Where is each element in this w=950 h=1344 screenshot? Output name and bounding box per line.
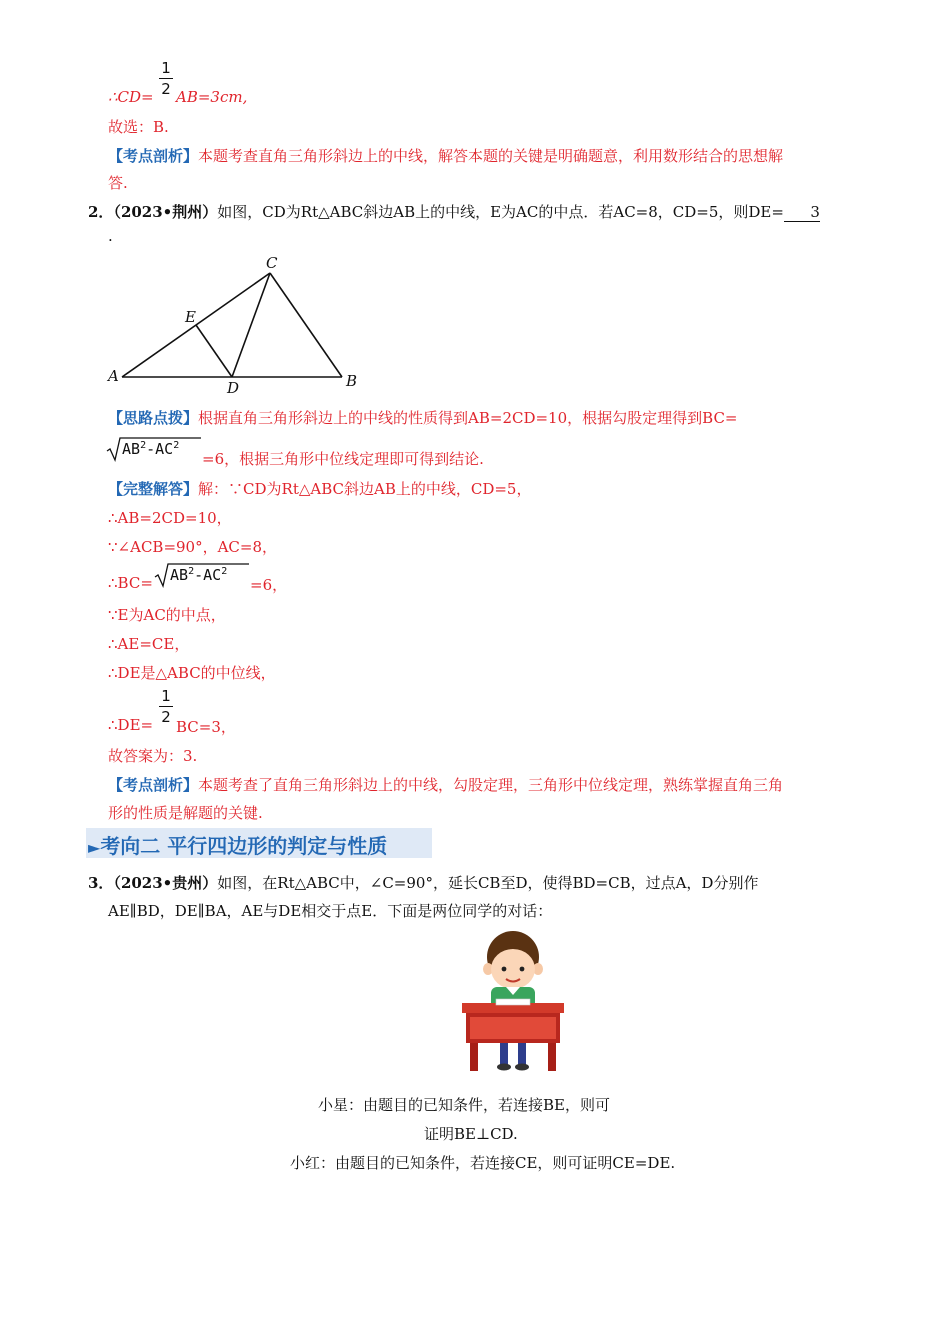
xiaoxing-dialogue-cont: 证明BE⊥CD.	[424, 1125, 518, 1143]
label-e: E	[185, 308, 196, 326]
prev-analysis	[108, 145, 783, 166]
q2-solution	[108, 478, 531, 499]
fraction-denominator: 2	[161, 80, 171, 99]
prev-line-cd-b: AB=3cm,	[176, 88, 248, 106]
section-title-text: 考向二 平行四边形的判定与性质	[100, 834, 388, 858]
q2-analysis	[108, 774, 783, 795]
fraction-half	[158, 60, 174, 97]
analysis-text: 本题考查了直角三角形斜边上的中线，勾股定理，三角形中位线定理，熟练掌握直角三角	[198, 776, 784, 794]
q2-hint	[108, 407, 738, 428]
analysis-text: 本题考查直角三角形斜边上的中线，解答本题的关键是明确题意，利用数形结合的思想解	[198, 147, 784, 165]
sqrt-term-a: AB	[122, 440, 141, 458]
sqrt-term-a: AB	[170, 566, 189, 584]
solution-tag: 【完整解答】	[108, 480, 199, 498]
label-d: D	[227, 379, 240, 397]
xiaohong-dialogue: 小红：由题目的已知条件，若连接CE，则可证明CE=DE.	[290, 1154, 676, 1172]
q3-stem	[88, 872, 758, 893]
median-cd	[232, 273, 270, 377]
solution-line-5: ∴AE=CE，	[108, 635, 190, 653]
q2-number: 2．	[88, 203, 114, 221]
sqrt-content: $AB^2-AC^2$	[122, 440, 180, 458]
label-c: C	[266, 254, 278, 272]
sqrt-exp-a: 2	[188, 566, 195, 577]
sqrt-expression-hint	[106, 436, 202, 460]
analysis-tag: 【考点剖析】	[108, 147, 199, 165]
prev-answer: 故选：B.	[108, 118, 169, 136]
fraction-bar	[159, 78, 173, 79]
q2-stem	[88, 201, 820, 222]
sqrt-exp-b: 2	[221, 566, 228, 577]
solution-line-7a: ∴DE=	[108, 716, 154, 734]
label-a: A	[108, 367, 119, 385]
q2-answer: 故答案为：3.	[108, 747, 198, 765]
sqrt-term-b: AC	[155, 440, 174, 458]
sqrt-exp-b: 2	[173, 440, 180, 451]
q2-source: （2023•荆州）	[113, 203, 218, 221]
fraction-numerator: 1	[161, 59, 171, 77]
section-marker-icon: ►	[88, 838, 101, 857]
solution-line-6: ∴DE是△ABC的中位线，	[108, 664, 276, 682]
fraction-half	[158, 688, 174, 725]
solution-line-0: 解：∵CD为Rt△ABC斜边AB上的中线，CD=5，	[198, 480, 532, 498]
q2-answer-blank: 3	[784, 203, 820, 222]
sqrt-expression-solution	[154, 562, 250, 586]
fraction-numerator: 1	[161, 687, 171, 705]
solution-line-7b: BC=3，	[176, 718, 236, 736]
solution-line-3b: =6，	[250, 576, 288, 594]
q3-number: 3．	[88, 874, 114, 892]
triangle-figure	[100, 250, 380, 400]
section-heading	[88, 830, 387, 859]
prev-line-cd-a: ∴CD=	[108, 88, 154, 106]
q2-hint-cont: =6，根据三角形中位线定理即可得到结论.	[202, 450, 484, 468]
q2-analysis-cont: 形的性质是解题的关键.	[108, 804, 263, 822]
xiaoxing-dialogue: 小星：由题目的已知条件，若连接BE，则可	[318, 1096, 610, 1114]
solution-line-4: ∵E为AC的中点，	[108, 606, 226, 624]
solution-line-1: ∴AB=2CD=10，	[108, 509, 232, 527]
label-b: B	[346, 372, 358, 390]
student-at-desk-illustration	[456, 925, 570, 1075]
prev-analysis-cont: 答.	[108, 174, 128, 192]
sqrt-exp-a: 2	[140, 440, 147, 451]
hint-text: 根据直角三角形斜边上的中线的性质得到AB=2CD=10，根据勾股定理得到BC=	[198, 409, 738, 427]
side-bc	[270, 273, 342, 377]
fraction-bar	[159, 706, 173, 707]
segment-de	[196, 325, 232, 377]
hint-tag: 【思路点拨】	[108, 409, 199, 427]
analysis-tag: 【考点剖析】	[108, 776, 199, 794]
solution-line-3a: ∴BC=	[108, 574, 153, 592]
solution-line-2: ∵∠ACB=90°，AC=8，	[108, 538, 278, 556]
sqrt-content: $AB^2-AC^2$	[170, 566, 228, 584]
q3-stem-cont: AE∥BD，DE∥BA，AE与DE相交于点E．下面是两位同学的对话：	[108, 902, 553, 920]
q3-source: （2023•贵州）	[113, 874, 218, 892]
q2-stem-period: .	[108, 227, 113, 245]
sqrt-term-b: AC	[203, 566, 222, 584]
q2-stem-text: 如图，CD为Rt△ABC斜边AB上的中线，E为AC的中点．若AC=8，CD=5，则DE=	[217, 203, 784, 221]
q3-stem-text: 如图，在Rt△ABC中，∠C=90°，延长CB至D，使得BD=CB，过点A，D分别作	[217, 874, 759, 892]
fraction-denominator: 2	[161, 708, 171, 727]
